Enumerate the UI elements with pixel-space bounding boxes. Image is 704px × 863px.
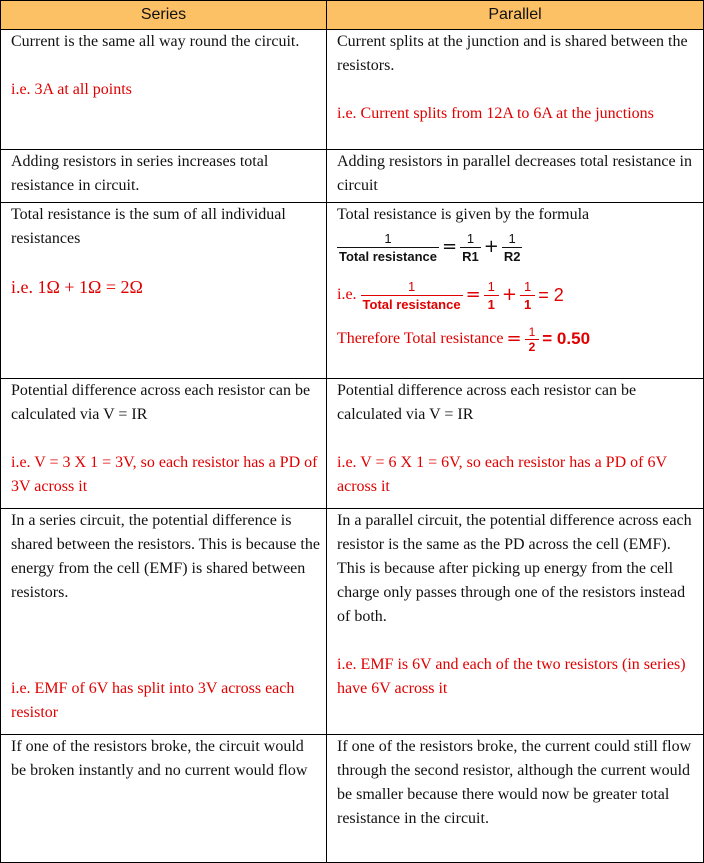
parallel-sharing-text: In a parallel circuit, the potential difference across each resistor is the same as the PD across the cell (EMF). This is because after picking up energy from the cell charge only passes through one of the resistors instead of both.: [337, 512, 692, 625]
series-sharing-text: In a series circuit, the potential difference is shared between the resistors. This is because the energy from the cell (EMF) is shared between resistors.: [11, 512, 320, 601]
formula-lhs-fraction: [339, 230, 437, 265]
cell-parallel-pd: [327, 379, 704, 509]
cell-series-sharing: [1, 509, 327, 735]
formula-equals: =: [442, 236, 458, 257]
cell-parallel-current: [327, 30, 704, 150]
resistance-formula: [337, 227, 697, 267]
example-plus: +: [501, 284, 517, 305]
cell-parallel-total: [327, 203, 704, 379]
series-sharing-example: i.e. EMF of 6V has split into 3V across each resistor: [11, 680, 295, 721]
formula-term2-numerator: 1: [502, 230, 523, 248]
resistance-example-formula: [337, 273, 697, 317]
formula-term1-numerator: 1: [460, 230, 481, 248]
formula-term1-denominator: R1: [462, 248, 479, 264]
parallel-sharing-example: i.e. EMF is 6V and each of the two resistors (in series) have 6V across it: [337, 656, 686, 697]
cell-series-total: [1, 203, 327, 379]
parallel-current-text: Current splits at the junction and is shared between the resistors.: [337, 33, 688, 74]
therefore-equals: =: [506, 328, 522, 349]
header-series: Series: [1, 1, 327, 30]
parallel-total-text: Total resistance is given by the formula: [337, 206, 590, 223]
formula-plus: +: [483, 236, 499, 257]
formula-term1-fraction: [462, 230, 479, 265]
series-pd-text: Potential difference across each resistor can be calculated via V = IR: [11, 382, 311, 423]
cell-series-pd: [1, 379, 327, 509]
example-lhs-fraction: [363, 278, 461, 313]
therefore-result: = 0.50: [542, 329, 591, 348]
example-term2-numerator: 1: [520, 278, 535, 296]
cell-parallel-sharing: [327, 509, 704, 735]
series-current-text: Current is the same all way round the circuit.: [11, 33, 300, 50]
cell-parallel-broken: [327, 735, 704, 863]
example-term2-denominator: 1: [524, 296, 532, 312]
therefore-numerator: 1: [525, 325, 540, 340]
parallel-current-example: i.e. Current splits from 12A to 6A at the junctions: [337, 105, 654, 122]
example-term2-fraction: [522, 278, 533, 313]
therefore-text: Therefore Total resistance: [337, 330, 504, 347]
header-parallel: Parallel: [327, 1, 704, 30]
row-pd-sharing: [1, 509, 704, 735]
parallel-broken-text: If one of the resistors broke, the current could still flow through the second resistor, although the current would be smaller because there would now be greater total resistance in the circuit.: [337, 738, 692, 827]
therefore-denominator: 2: [528, 339, 536, 354]
row-total-resistance: [1, 203, 704, 379]
formula-term2-denominator: R2: [503, 248, 521, 264]
series-current-example: i.e. 3A at all points: [11, 81, 132, 98]
cell-series-broken: [1, 735, 327, 863]
therefore-fraction: [527, 325, 538, 354]
row-potential-difference: [1, 379, 704, 509]
row-current: [1, 30, 704, 150]
series-pd-example: i.e. V = 3 X 1 = 3V, so each resistor has a PD of 3V across it: [11, 454, 318, 495]
formula-term2-fraction: [504, 230, 521, 265]
cell-series-current: [1, 30, 327, 150]
example-equals: =: [465, 284, 481, 305]
formula-lhs-denominator: Total resistance: [339, 248, 438, 264]
example-lhs-numerator: 1: [361, 278, 463, 296]
row-broken-resistor: [1, 735, 704, 863]
cell-series-adding: [1, 150, 327, 203]
parallel-pd-example: i.e. V = 6 X 1 = 6V, so each resistor has a PD of 6V across it: [337, 454, 667, 495]
parallel-adding-text: Adding resistors in parallel decreases total resistance in circuit: [337, 153, 692, 194]
row-adding-resistors: [1, 150, 704, 203]
parallel-pd-text: Potential difference across each resistor can be calculated via V = IR: [337, 382, 637, 423]
cell-parallel-adding: [327, 150, 704, 203]
therefore-line: [337, 321, 697, 357]
example-prefix: i.e.: [337, 286, 357, 303]
series-broken-text: If one of the resistors broke, the circuit would be broken instantly and no current would flow: [11, 738, 308, 779]
example-result: = 2: [538, 285, 564, 305]
series-total-example: i.e. 1Ω + 1Ω = 2Ω: [11, 277, 143, 297]
formula-lhs-numerator: 1: [337, 230, 439, 248]
series-total-text: Total resistance is the sum of all individual resistances: [11, 206, 286, 247]
example-term1-denominator: 1: [487, 296, 495, 312]
series-adding-text: Adding resistors in series increases total resistance in circuit.: [11, 153, 269, 194]
example-term1-fraction: [486, 278, 497, 313]
example-lhs-denominator: Total resistance: [362, 296, 461, 312]
example-term1-numerator: 1: [484, 278, 499, 296]
